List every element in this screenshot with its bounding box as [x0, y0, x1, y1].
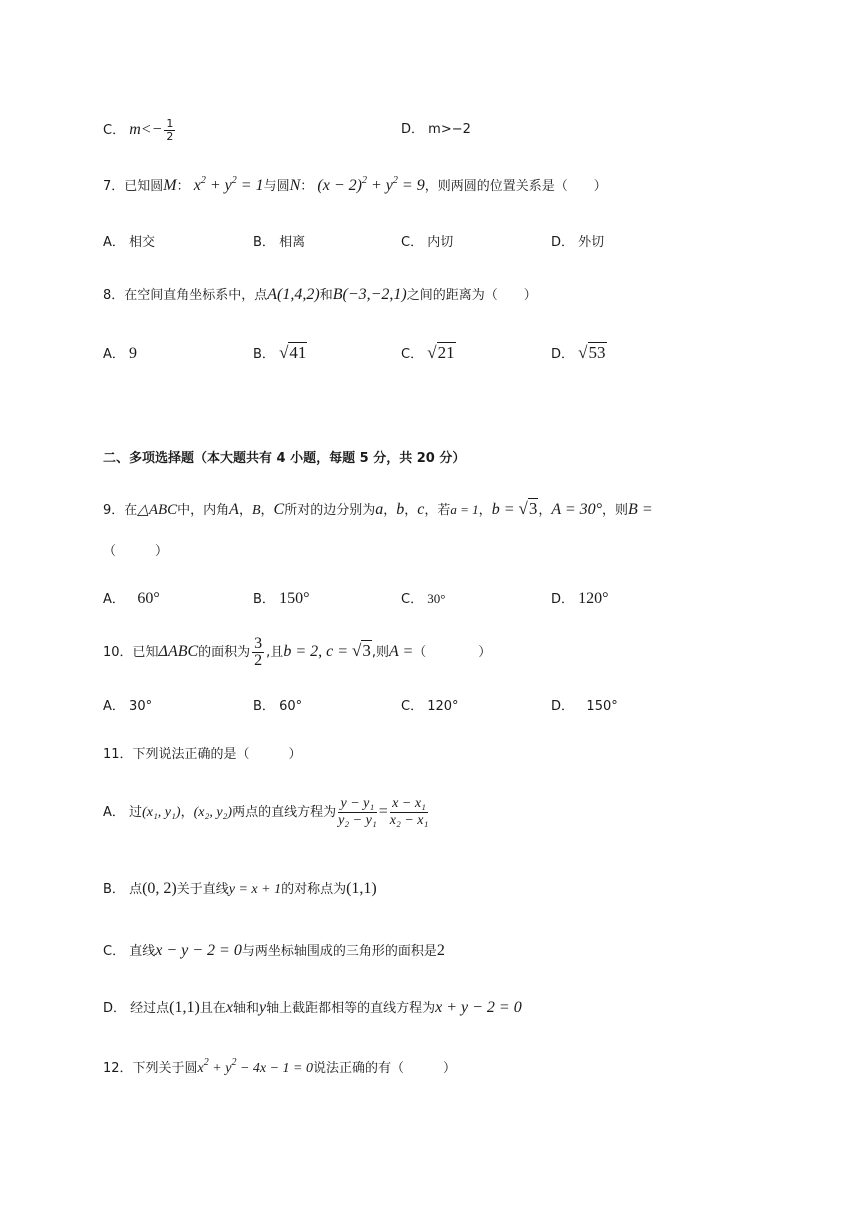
- option-value: 60°: [279, 699, 303, 714]
- q6-option-d: [401, 118, 471, 137]
- question-text: 7．已知圆: [103, 179, 164, 194]
- question-text: 的面积为: [198, 645, 251, 660]
- q10-option-a: [103, 695, 152, 714]
- angle-a: A: [229, 501, 239, 518]
- option-text: ，: [180, 805, 194, 820]
- fraction: $\frac{3}{2}$: [254, 635, 263, 669]
- option-label: A．: [103, 699, 125, 714]
- circle-equation: $(x - 2)^2 + y^2 = 9$: [317, 175, 425, 194]
- option-text: 两点的直线方程为: [232, 805, 337, 820]
- angle-b: B: [251, 503, 261, 518]
- option-label: B．: [253, 235, 275, 250]
- option-text: 的对称点为: [281, 882, 347, 897]
- option-label: A．: [103, 805, 125, 820]
- question-text: 8．在空间直角坐标系中，点: [103, 288, 268, 303]
- square-root: √3: [518, 499, 538, 518]
- option-value: 150°: [279, 590, 310, 607]
- axis-y: y: [258, 999, 267, 1016]
- q8-option-a: [103, 343, 137, 363]
- q10-option-c: [401, 695, 459, 714]
- option-text: 轴上截距都相等的直线方程为: [266, 1001, 436, 1016]
- question-text: ，则: [602, 503, 629, 518]
- question-text: 说法正确的有（ ）: [313, 1061, 457, 1076]
- side-a: a: [375, 501, 384, 518]
- point: (x₁, y₁): [142, 805, 181, 820]
- option-expression: m>−2: [428, 122, 471, 137]
- q11-option-c: [103, 940, 445, 960]
- triangle: △ABC: [137, 502, 178, 518]
- option-label: C．: [103, 944, 126, 959]
- condition: b =: [491, 501, 519, 518]
- question-10-stem: [103, 636, 491, 669]
- question-text: ，: [404, 503, 418, 518]
- option-label: D．: [551, 235, 575, 250]
- q7-option-d: [551, 231, 604, 250]
- option-label: C．: [103, 123, 126, 138]
- q11-option-b: [103, 878, 377, 898]
- point-b: B(−3,−2,1): [332, 286, 407, 303]
- question-11-stem: 11．下列说法正确的是（ ）: [103, 747, 302, 762]
- q8-option-d: [551, 343, 607, 363]
- point: (x₂, y₂): [193, 805, 233, 820]
- option-value: 30°: [129, 699, 153, 714]
- angle-c: C: [273, 501, 285, 518]
- condition: a = 1: [450, 502, 479, 517]
- q9-option-c: [401, 588, 445, 607]
- q8-option-c: [401, 343, 456, 363]
- q9-option-d: [551, 588, 609, 608]
- option-text: 直线: [129, 944, 156, 959]
- option-label: D．: [401, 122, 425, 137]
- option-label: B．: [253, 592, 275, 607]
- ask: B =: [628, 501, 653, 518]
- question-12-stem: [103, 1057, 456, 1077]
- q10-option-d: [551, 695, 618, 714]
- option-label: D．: [551, 699, 575, 714]
- option-value: 60°: [137, 590, 160, 607]
- option-text: 点: [129, 882, 143, 897]
- q11-option-d: [103, 997, 522, 1017]
- option-text: 轴和: [232, 1001, 259, 1016]
- q10-option-b: [253, 695, 302, 714]
- option-text: 相交: [129, 235, 156, 250]
- equals: =: [378, 803, 388, 820]
- option-label: D．: [551, 347, 575, 362]
- condition: b = 2, c =: [283, 643, 353, 660]
- option-label: B．: [253, 699, 275, 714]
- triangle: ΔABC: [158, 643, 199, 660]
- option-label: D．: [103, 1001, 127, 1016]
- option-value: 120°: [427, 699, 459, 714]
- option-value: 30°: [427, 591, 446, 606]
- question-text: ,且: [266, 645, 284, 660]
- option-label: C．: [401, 347, 424, 362]
- q11-option-a: [103, 796, 430, 829]
- option-text: 与两坐标轴围成的三角形的面积是: [241, 944, 437, 959]
- option-label: B．: [103, 882, 125, 897]
- question-text: ，: [538, 503, 552, 518]
- question-text: 之间的距离为（ ）: [406, 288, 537, 303]
- option-text: 内切: [427, 235, 454, 250]
- q7-option-a: [103, 231, 155, 250]
- fraction: $\frac{1}{2}$: [166, 117, 174, 143]
- question-text: ，则两圆的位置关系是（ ）: [424, 179, 607, 194]
- option-label: A．: [103, 235, 125, 250]
- condition: A = 30°: [551, 501, 603, 518]
- square-root: √41: [279, 343, 307, 362]
- question-text: 12．下列关于圆: [103, 1061, 198, 1076]
- circle-equation: $x^2 + y^2 = 1$: [193, 175, 264, 194]
- option-label: C．: [401, 592, 424, 607]
- option-text: 相离: [279, 235, 306, 250]
- question-7-stem: [103, 175, 607, 195]
- question-text: 和: [319, 288, 333, 303]
- option-text: 经过点: [130, 1001, 170, 1016]
- q9-option-b: [253, 588, 309, 608]
- question-text: ，: [383, 503, 397, 518]
- question-8-stem: [103, 284, 537, 304]
- question-text: 与圆: [263, 179, 290, 194]
- option-label: D．: [551, 592, 575, 607]
- option-label: A．: [103, 347, 125, 362]
- option-text: 且在: [199, 1001, 226, 1016]
- question-text: 10．已知: [103, 645, 159, 660]
- q6-option-c: [103, 118, 177, 143]
- question-9-paren: （ ）: [103, 544, 169, 559]
- point: (1,1): [346, 880, 377, 897]
- square-root: √53: [578, 343, 606, 362]
- question-text: ：: [300, 179, 314, 194]
- question-text: 所对的边分别为: [284, 503, 376, 518]
- question-text: ，: [238, 503, 252, 518]
- option-text: 关于直线: [176, 882, 229, 897]
- option-expression: m<−: [129, 121, 163, 138]
- question-text: ：: [176, 179, 190, 194]
- option-value: 2: [436, 942, 445, 959]
- point: (0, 2): [142, 880, 177, 897]
- line-equation: x + y − 2 = 0: [435, 999, 522, 1016]
- section-heading: 二、多项选择题（本大题共有 4 小题，每题 5 分，共 20 分）: [103, 451, 466, 466]
- question-text: （ ）: [413, 645, 492, 660]
- circle-name: N: [289, 177, 301, 194]
- square-root: √3: [352, 641, 371, 660]
- q8-option-b: [253, 343, 307, 363]
- axis-x: x: [225, 999, 233, 1016]
- side-c: c: [417, 501, 425, 518]
- point-a: A(1,4,2): [267, 286, 320, 303]
- fraction: $\frac{\text{y − y₁}}{\text{y₂ − y₁}}$: [338, 796, 377, 828]
- option-text: 过: [129, 805, 143, 820]
- square-root: √21: [427, 343, 455, 362]
- circle-equation: $x^2 + y^2 - 4x - 1 = 0$: [197, 1057, 313, 1076]
- question-text: 9．在: [103, 503, 138, 518]
- question-9-stem: [103, 499, 653, 519]
- question-text: ，: [260, 503, 274, 518]
- option-value: 120°: [578, 590, 609, 607]
- option-value: 9: [129, 345, 138, 362]
- question-text: ,则: [371, 645, 389, 660]
- point: (1,1): [169, 999, 200, 1016]
- option-value: 150°: [586, 699, 618, 714]
- option-label: C．: [401, 235, 424, 250]
- option-label: A．: [103, 592, 125, 607]
- q7-option-b: [253, 231, 305, 250]
- line-equation: y = x + 1: [228, 882, 282, 897]
- circle-name: M: [163, 177, 177, 194]
- option-label: B．: [253, 347, 275, 362]
- question-text: 中，内角: [177, 503, 230, 518]
- q9-option-a: [103, 588, 160, 608]
- line-equation: x − y − 2 = 0: [155, 942, 242, 959]
- q7-option-c: [401, 231, 453, 250]
- option-label: C．: [401, 699, 424, 714]
- option-text: 外切: [578, 235, 605, 250]
- side-b: b: [396, 501, 405, 518]
- question-text: ，: [478, 503, 492, 518]
- fraction: $\frac{\text{x − x₁}}{\text{x₂ − x₁}}$: [389, 796, 429, 828]
- question-text: ，若: [424, 503, 451, 518]
- ask: A =: [389, 643, 414, 660]
